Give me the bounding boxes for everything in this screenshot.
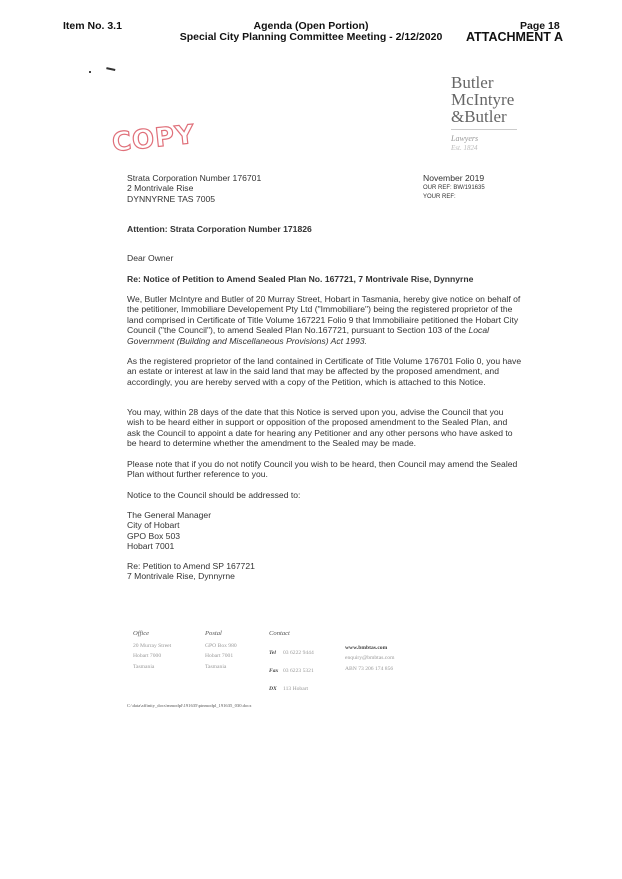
paragraph-text: You may, within 28 days of the date that this Notice is served upon you, advise the Council that you wish to be heard either in support or opposition of the proposed amendment to the Sealed Plan, and ask the Council to appoint a date for hearing any Petitioner and any other persons who have asked to be heard to determine whether the amendment to the Sealed may be made. [127, 407, 513, 449]
footer-line: GPO Box 980 [205, 643, 237, 649]
copy-stamp: COPY [110, 119, 197, 159]
attachment-label: ATTACHMENT A [466, 30, 563, 44]
agenda-line: Agenda (Open Portion) [253, 20, 369, 32]
address-line: City of Hobart [127, 520, 180, 531]
subject-line: Re: Notice of Petition to Amend Sealed Plan No. 167721, 7 Montrivale Rise, Dynnyrne [127, 274, 474, 284]
recipient-address [127, 173, 261, 204]
body-paragraph [127, 459, 522, 480]
footer-office [133, 630, 171, 672]
item-number: Item No. 3.1 [63, 20, 122, 32]
tel-number: 03 6222 9444 [283, 650, 314, 656]
abn: ABN 73 206 174 856 [345, 665, 394, 672]
dx-number: 113 Hobart [283, 686, 309, 692]
address-line: Hobart 7001 [127, 541, 175, 552]
page-number: Page 18 [520, 20, 560, 32]
firm-logo [451, 74, 514, 125]
body-paragraph [127, 490, 522, 500]
file-path: C:\data\affinity_docs\mmodpl\191635\pinmodpl_191635_030.docx [127, 703, 252, 708]
email: enquiry@bmbtas.com [345, 655, 395, 662]
council-address [127, 510, 211, 552]
paragraph-text: As the registered proprietor of the land contained in Certificate of Title Volume 176701 Folio 0, you have an estate or interest at law in the said land that may be affected by the proposed amendment, and accordingly, you are hereby served with a copy of the Petition, which is attached to this Notice. [127, 356, 522, 387]
footer-heading: Office [133, 630, 150, 637]
letter-meta [423, 173, 485, 202]
fax-label: Fax [269, 668, 279, 674]
reference-line: Re: Petition to Amend SP 167721 [127, 561, 255, 571]
footer-postal [205, 630, 237, 672]
footer-line: Tasmania [205, 663, 227, 670]
fax-number: 03 6223 5321 [283, 668, 314, 674]
firm-name-line2: McIntyre [451, 90, 515, 109]
footer-line: 20 Murray Street [133, 643, 172, 649]
recipient-line: Strata Corporation Number 176701 [127, 173, 262, 183]
attention-line: Attention: Strata Corporation Number 171826 [127, 224, 312, 234]
paragraph-text: Please note that if you do not notify Council you wish to be heard, then Council may amend the Sealed Plan without further reference to you. [127, 459, 518, 480]
salutation: Dear Owner [127, 253, 174, 263]
scan-mark [106, 67, 116, 74]
footer-line: Hobart 7000 [133, 653, 162, 660]
footer-web [345, 643, 394, 674]
recipient-line: DYNNYRNE TAS 7005 [127, 193, 216, 204]
body-paragraph [127, 294, 522, 346]
footer-heading: Postal [205, 630, 222, 637]
footer-contact [269, 630, 314, 695]
act-title: Local Government (Building and Miscellaneous Provisions) Act 1993. [127, 325, 490, 346]
firm-tagline: Lawyers [451, 134, 479, 143]
recipient-line: 2 Montrivale Rise [127, 183, 194, 194]
footer-heading: Contact [269, 630, 290, 637]
scan-mark [89, 71, 91, 73]
reference-line: 7 Montrivale Rise, Dynnyrne [127, 571, 235, 582]
body-paragraph [127, 407, 522, 449]
logo-divider [451, 129, 517, 130]
tel-label: Tel [269, 650, 276, 656]
paragraph-text: We, Butler McIntyre and Butler of 20 Murray Street, Hobart in Tasmania, hereby give notice on behalf of the petitioner, Immobiliare Developement Pty Ltd ("Immobiliare") being the registered proprietor of the land comprised in Certificate of Title Volume 167221 Folio 9 that Immobiliaire petitioned the Hobart City Council ("the Council"), to amend Sealed Plan No.167721, pursuant to Section 103 of the [127, 294, 521, 336]
website: www.bmbtas.com [345, 645, 388, 651]
firm-established: Est. 1824 [451, 144, 478, 152]
meeting-line: Special City Planning Committee Meeting - 2/12/2020 [179, 31, 443, 43]
your-ref: YOUR REF: [423, 194, 456, 200]
paragraph-text: Notice to the Council should be addressed to: [127, 490, 301, 500]
letter-date: November 2019 [423, 173, 485, 183]
body-paragraph [127, 356, 522, 387]
our-ref: OUR REF: BW/191635 [423, 185, 485, 191]
firm-name-line3: &Butler [451, 107, 507, 126]
address-line: GPO Box 503 [127, 530, 181, 541]
petition-reference [127, 561, 255, 582]
footer-line: Tasmania [133, 663, 155, 670]
firm-name-line1: Butler [451, 73, 494, 92]
footer-line: Hobart 7001 [205, 653, 234, 660]
dx-label: DX [269, 686, 277, 692]
address-line: The General Manager [127, 510, 212, 520]
